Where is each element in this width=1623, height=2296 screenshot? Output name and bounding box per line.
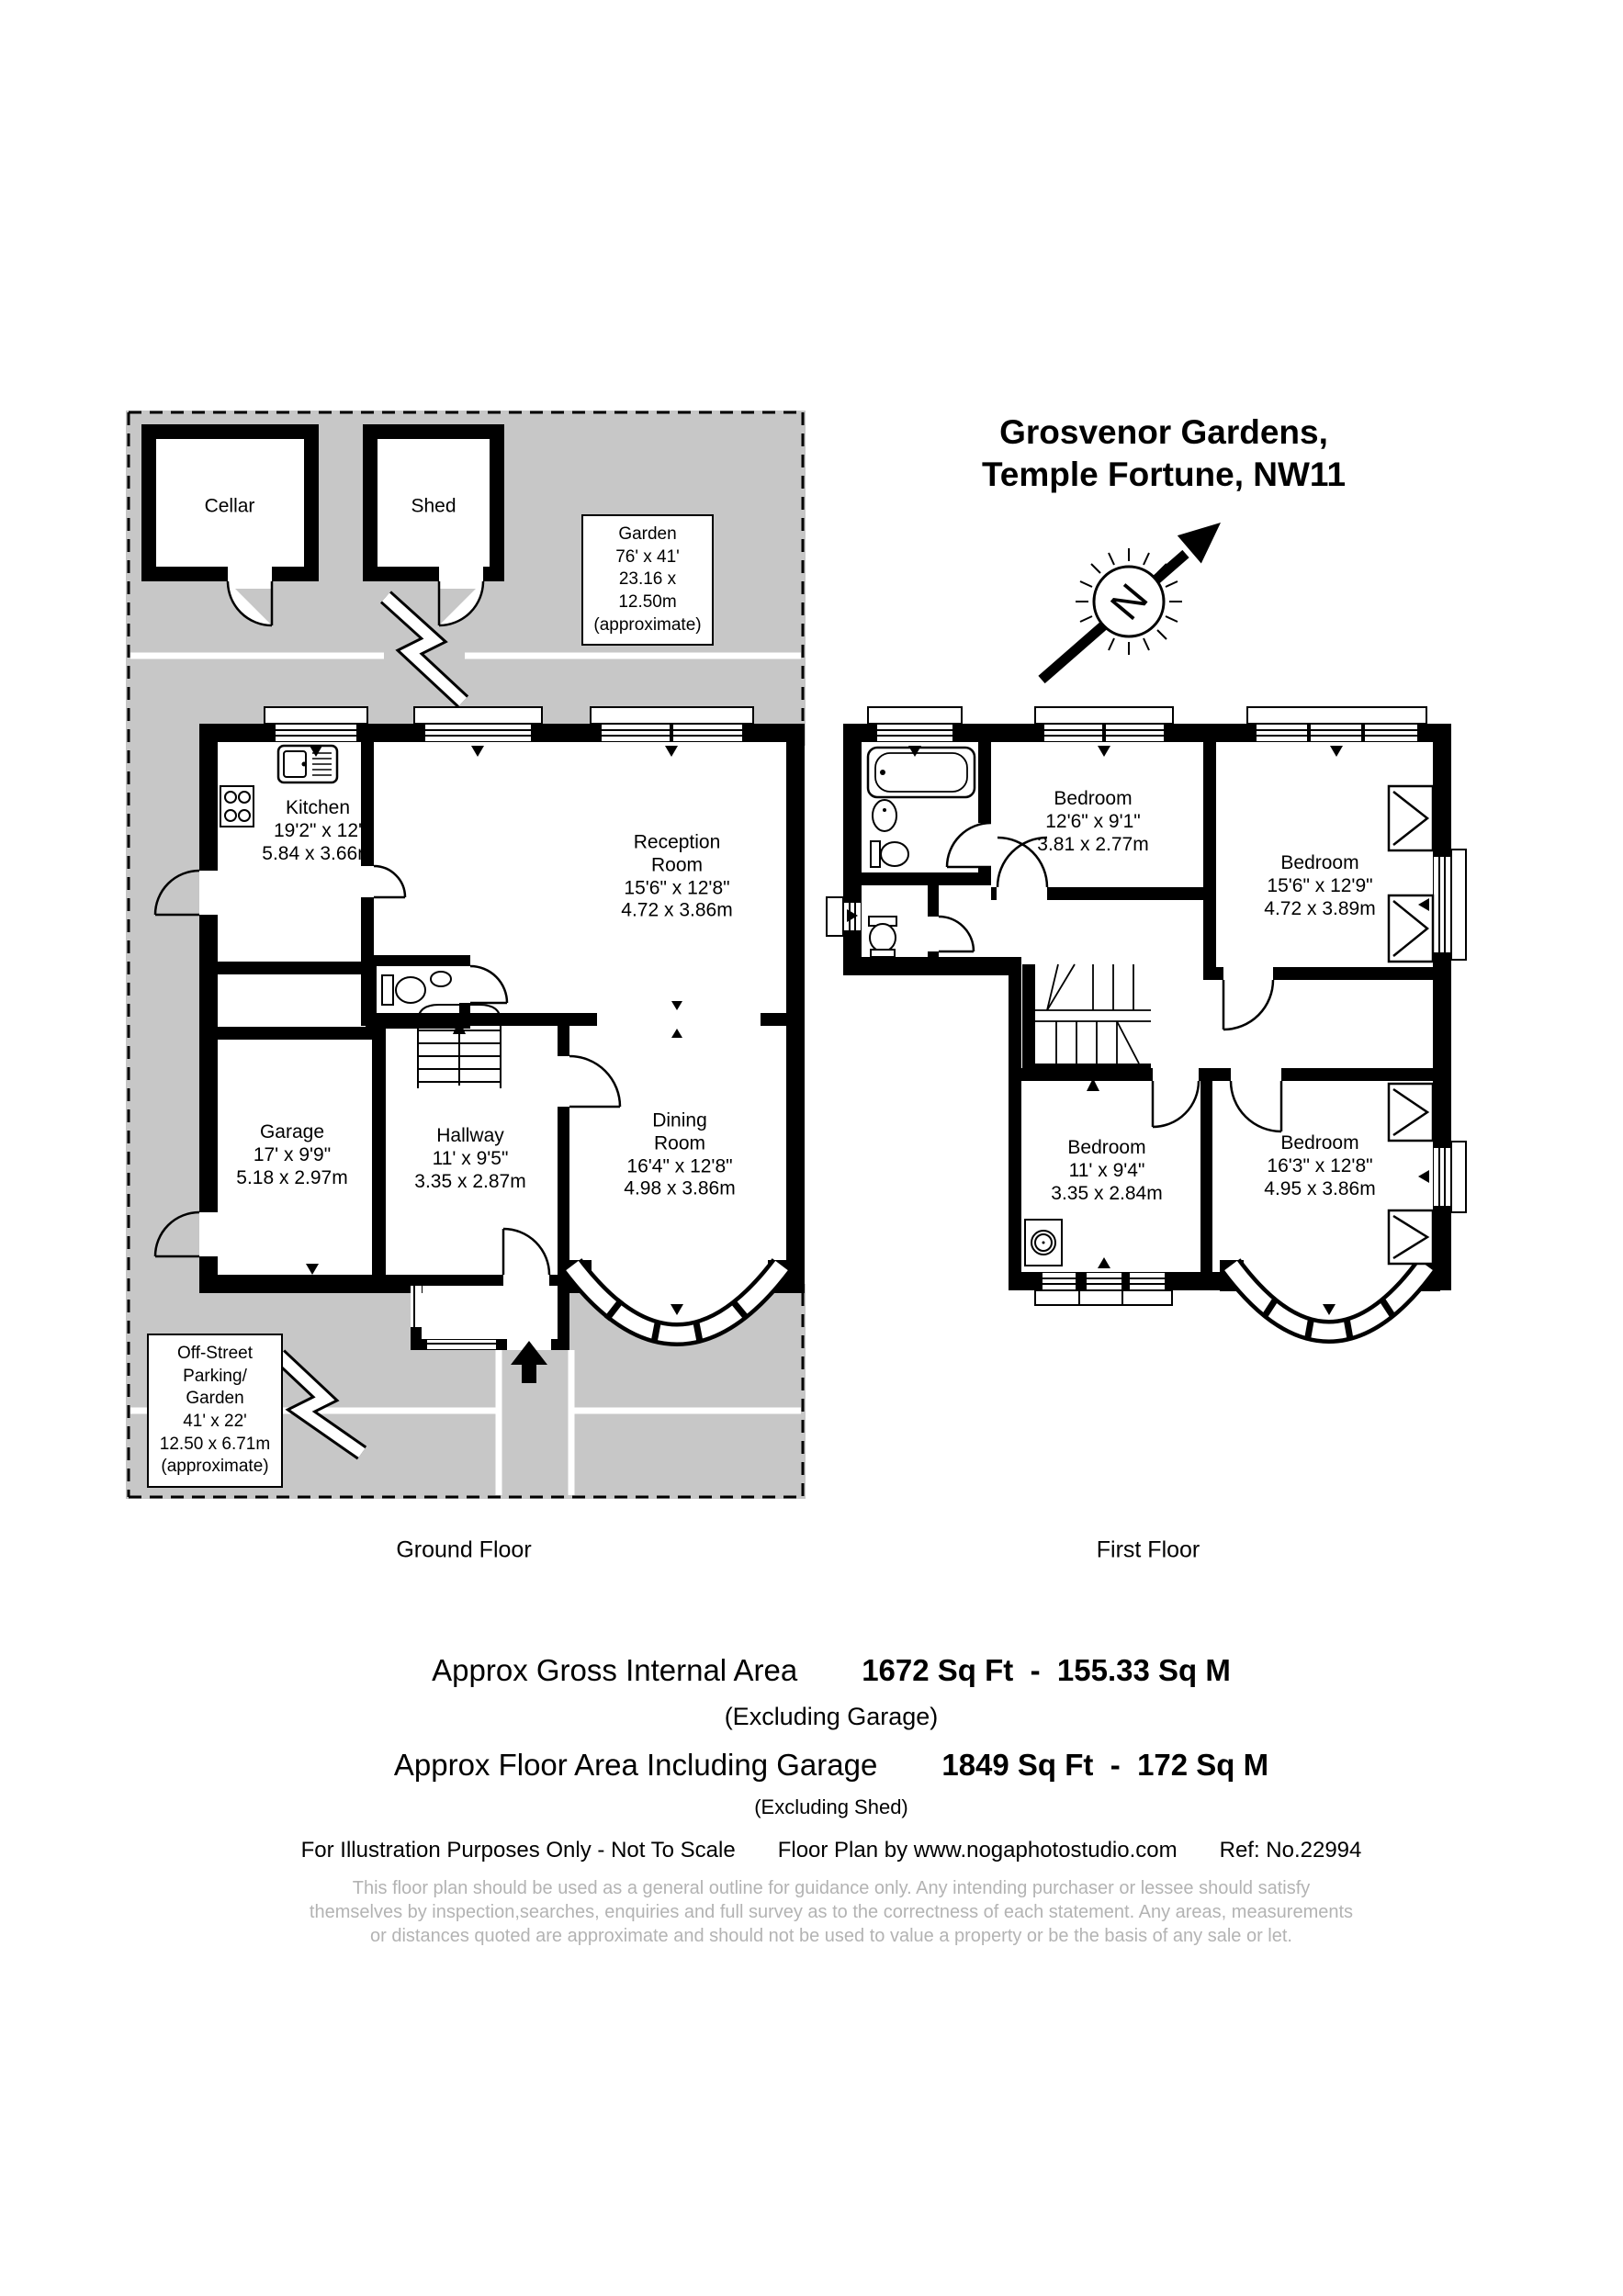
kitchen-label: Kitchen 19'2" x 12' 5.84 x 3.66m [262, 796, 374, 864]
bedroom-front-small-label: Bedroom 12'6" x 9'1" 3.81 x 2.77m [1037, 787, 1149, 855]
cellar-label: Cellar [204, 495, 255, 517]
disclaimer-text: This floor plan should be used as a general outline for guidance only. Any intending purchaser or lessee should satisfy themselves by inspection,searches, enquiries and full survey as to the correctness of each statement. Any areas, measurements or distances quoted are approximate and should not be used to value a property or be the basis of any sale or let. [309, 1878, 1354, 1946]
garden-label: Garden 76' x 41' 23.16 x 12.50m (approximate) [581, 514, 714, 646]
gross-area-note: (Excluding Garage) [724, 1703, 939, 1730]
area-summary [220, 1653, 1442, 1948]
first-floor-caption: First Floor [1096, 1536, 1200, 1563]
garage-label: Garage 17' x 9'9" 5.18 x 2.97m [236, 1120, 348, 1188]
separate-wc-toilet-icon [869, 917, 896, 957]
ground-floor-house [155, 707, 805, 1383]
kitchen-hob-icon [220, 786, 254, 827]
shed-label: Shed [411, 495, 456, 517]
bedroom-front-large-label: Bedroom 15'6" x 12'9" 4.72 x 3.89m [1264, 851, 1376, 919]
footer-illustration-note: For Illustration Purposes Only - Not To Scale [300, 1838, 736, 1863]
title-line-2: Temple Fortune, NW11 [981, 456, 1347, 494]
including-garage-label: Approx Floor Area Including Garage [393, 1748, 878, 1782]
compass-icon [1042, 523, 1221, 680]
gross-area-row [220, 1653, 1442, 1688]
including-garage-row [220, 1748, 1442, 1783]
bath-icon [868, 748, 975, 797]
footer-row [220, 1838, 1442, 1863]
bathroom-toilet-icon [871, 841, 908, 867]
page-title [982, 411, 1346, 497]
footer-reference: Ref: No.22994 [1219, 1838, 1362, 1863]
hallway-label: Hallway 11' x 9'5" 3.35 x 2.87m [414, 1124, 526, 1192]
bedroom-rear-small-label: Bedroom 11' x 9'4" 3.35 x 2.84m [1051, 1136, 1163, 1204]
footer-credit: Floor Plan by www.nogaphotostudio.com [777, 1838, 1178, 1863]
bedroom-sink-icon [1025, 1220, 1062, 1266]
bedroom-rear-large-label: Bedroom 16'3" x 12'8" 4.95 x 3.86m [1264, 1131, 1376, 1199]
kitchen-sink-icon [278, 746, 337, 782]
compass-north-letter: N [1100, 574, 1157, 629]
ground-floor-caption: Ground Floor [396, 1536, 532, 1563]
gross-area-label: Approx Gross Internal Area [432, 1653, 798, 1687]
reception-room-label: Reception Room 15'6" x 12'8" 4.72 x 3.86m [621, 831, 733, 921]
including-garage-value: 1849 Sq Ft - 172 Sq M [941, 1748, 1269, 1782]
including-garage-note: (Excluding Shed) [754, 1795, 908, 1818]
off-street-parking-label: Off-Street Parking/ Garden 41' x 22' 12.50 x 6.71m (approximate) [147, 1334, 283, 1488]
title-line-1: Grosvenor Gardens, [999, 413, 1328, 451]
dining-room-label: Dining Room 16'4" x 12'8" 4.98 x 3.86m [624, 1109, 736, 1199]
gross-area-value: 1672 Sq Ft - 155.33 Sq M [862, 1653, 1231, 1687]
basin-icon [873, 800, 896, 831]
